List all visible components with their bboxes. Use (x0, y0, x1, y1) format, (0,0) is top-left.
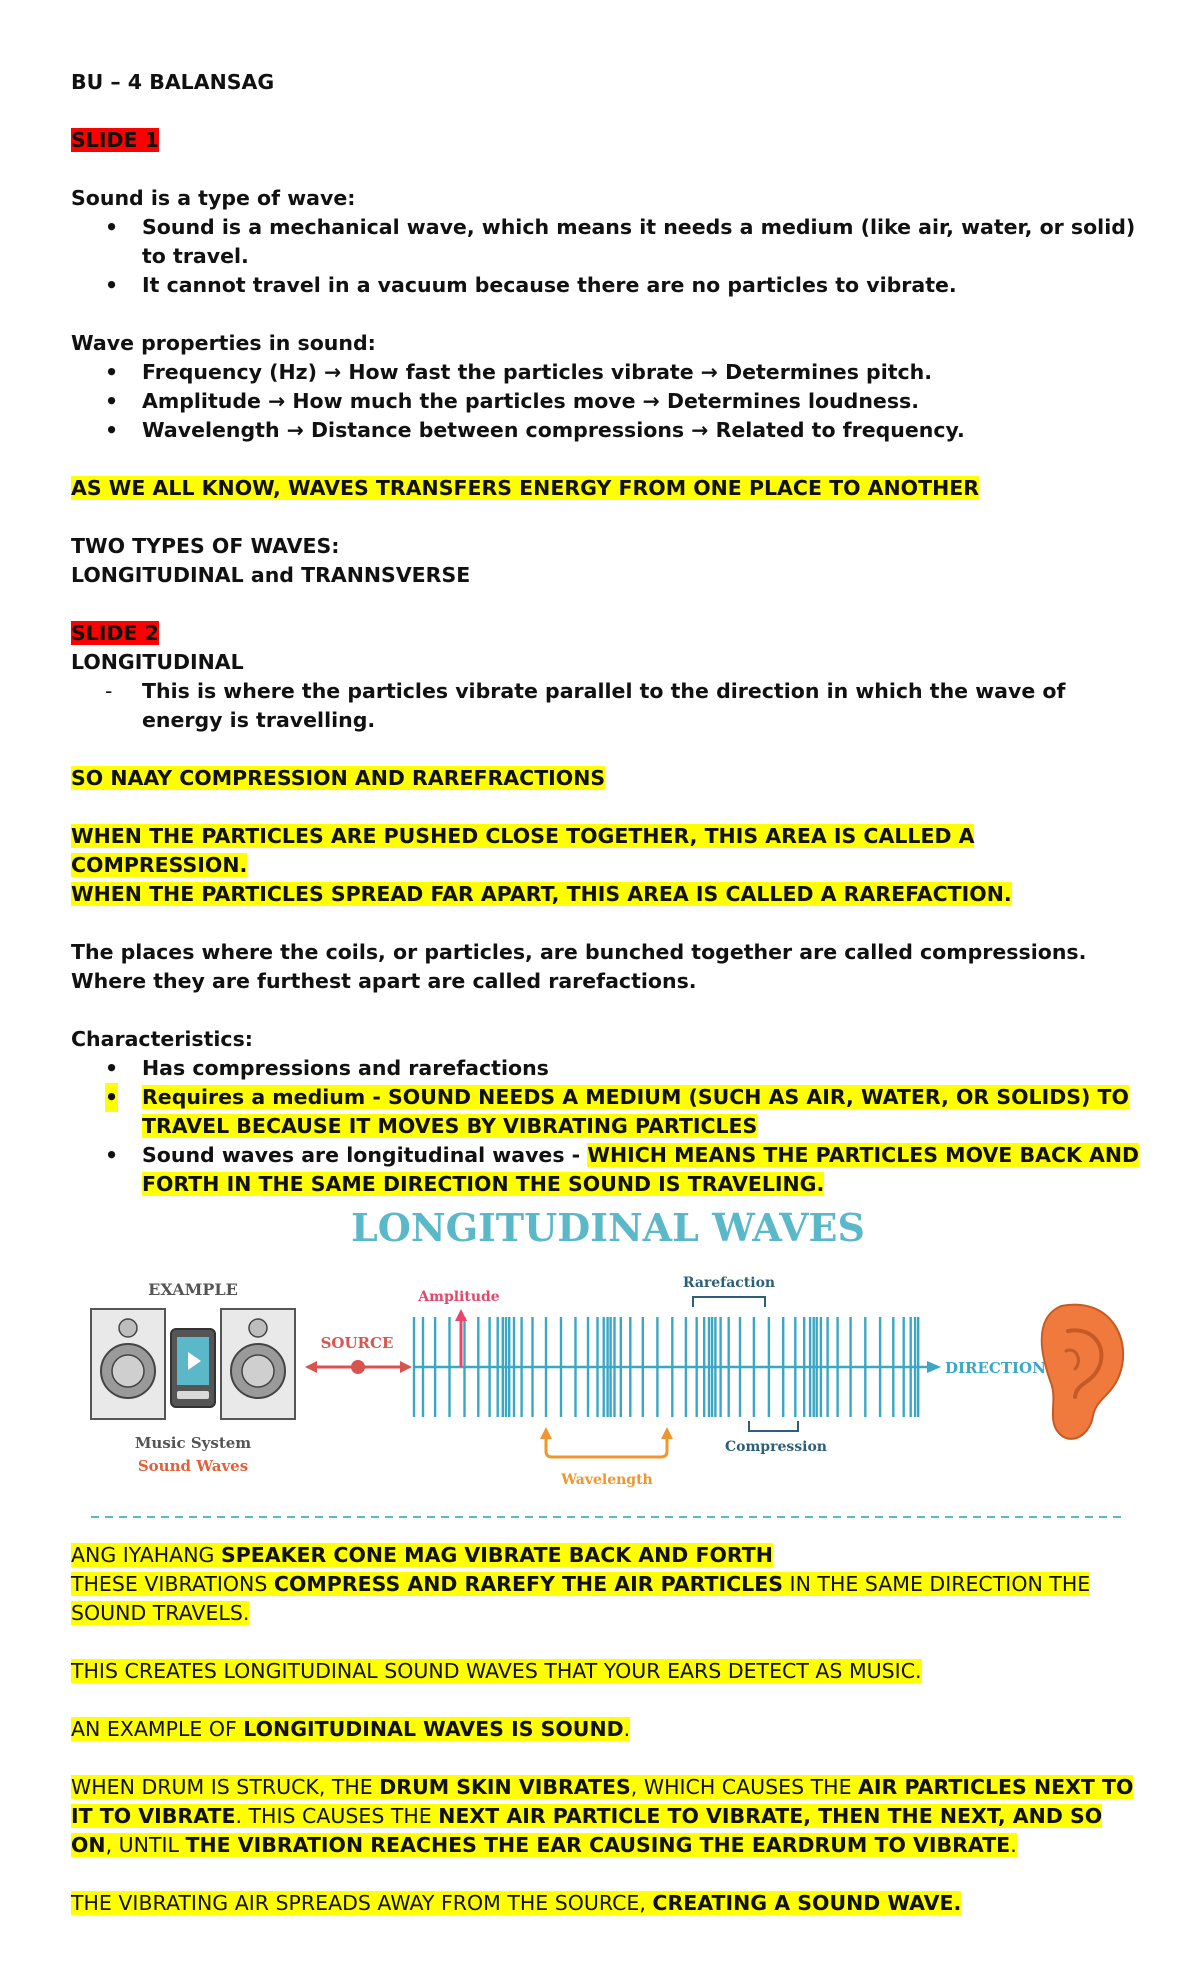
source-right-arrowhead (400, 1361, 412, 1373)
list-item: • Sound waves are longitudinal waves - WHICH MEANS THE PARTICLES MOVE BACK AND FORTH IN THE SAME DIRECTION THE SOUND IS TRAVELING. (105, 1143, 1140, 1196)
list-item: • It cannot travel in a vacuum because there are no particles to vibrate. (105, 273, 957, 297)
wavelength-right-arrowhead (661, 1427, 673, 1439)
compression-bracket (749, 1421, 798, 1431)
sound-waves-label: Sound Waves (137, 1457, 249, 1475)
list-item: • Requires a medium - SOUND NEEDS A MEDIUM (SUCH AS AIR, WATER, OR SOLIDS) TO TRAVEL BECAUSE IT MOVES BY VIBRATING PARTICLES (105, 1085, 1129, 1138)
amplitude-label: Amplitude (418, 1289, 500, 1305)
wavelength-bracket (546, 1437, 667, 1457)
slide-1-label: SLIDE 1 (71, 128, 159, 152)
figure-title: LONGITUDINAL WAVES (351, 1205, 865, 1250)
direction-arrowhead (927, 1361, 941, 1373)
document-body (71, 68, 1141, 1918)
music-system-label: Music System (134, 1434, 252, 1452)
source-dot (351, 1360, 365, 1374)
wavelength-left-arrowhead (540, 1427, 552, 1439)
document-title: BU – 4 BALANSAG (71, 70, 275, 94)
example-sound-line: AN EXAMPLE OF LONGITUDINAL WAVES IS SOUND. (71, 1717, 631, 1741)
rarefaction-definition: WHEN THE PARTICLES SPREAD FAR APART, THIS AREA IS CALLED A RAREFACTION. (71, 882, 1012, 906)
ear-icon (1042, 1305, 1123, 1439)
list-item: - This is where the particles vibrate parallel to the direction in which the wave of energy is travelling. (105, 679, 1066, 732)
list-item: • Amplitude → How much the particles move → Determines loudness. (105, 389, 920, 413)
music-detection-line: THIS CREATES LONGITUDINAL SOUND WAVES THAT YOUR EARS DETECT AS MUSIC. (71, 1659, 922, 1683)
list-item: • Has compressions and rarefactions (105, 1056, 549, 1080)
wavelength-label: Wavelength (561, 1472, 653, 1488)
list-item: • Frequency (Hz) → How fast the particles vibrate → Determines pitch. (105, 360, 933, 384)
rarefaction-label: Rarefaction (682, 1275, 776, 1291)
longitudinal-waves-diagram (71, 1201, 1141, 1531)
compression-label: Compression (725, 1439, 827, 1455)
characteristics-list (71, 1054, 1141, 1199)
compression-rarefaction-note: SO NAAY COMPRESSION AND RAREFRACTIONS (71, 766, 606, 790)
compression-definition: WHEN THE PARTICLES ARE PUSHED CLOSE TOGETHER, THIS AREA IS CALLED A COMPRESSION. (71, 824, 975, 877)
wave-types-heading: TWO TYPES OF WAVES: (71, 534, 340, 558)
energy-statement: AS WE ALL KNOW, WAVES TRANSFERS ENERGY FROM ONE PLACE TO ANOTHER (71, 476, 980, 500)
sound-wave-list (71, 213, 1141, 300)
sound-wave-conclusion: THE VIBRATING AIR SPREADS AWAY FROM THE SOURCE, CREATING A SOUND WAVE. (71, 1891, 962, 1915)
wave-types-line: LONGITUDINAL and TRANNSVERSE (71, 563, 471, 587)
wave-properties-list (71, 358, 1141, 445)
example-label: EXAMPLE (148, 1280, 238, 1299)
list-item: • Sound is a mechanical wave, which means it needs a medium (like air, water, or solid) to travel. (105, 215, 1136, 268)
rarefaction-bracket (693, 1297, 765, 1307)
speaker-cone-line: ANG IYAHANG SPEAKER CONE MAG VIBRATE BACK AND FORTH (71, 1543, 773, 1567)
longitudinal-heading: LONGITUDINAL (71, 650, 244, 674)
characteristics-heading: Characteristics: (71, 1027, 253, 1051)
music-system-icon (91, 1309, 295, 1419)
wave-properties-heading: Wave properties in sound: (71, 331, 376, 355)
list-item: • Wavelength → Distance between compressions → Related to frequency. (105, 418, 965, 442)
slide-2-label: SLIDE 2 (71, 621, 159, 645)
direction-label: DIRECTION (945, 1359, 1046, 1377)
drum-paragraph: WHEN DRUM IS STRUCK, THE DRUM SKIN VIBRATES, WHICH CAUSES THE AIR PARTICLES NEXT TO IT TO VIBRATE. THIS CAUSES THE NEXT AIR PARTICLE TO VIBRATE, THEN THE NEXT, AND SO ON, UNTIL THE VIBRATION REACHES THE EAR CAUSING THE EARDRUM TO VIBRATE. (71, 1775, 1134, 1857)
amplitude-arrowhead (455, 1309, 467, 1321)
source-left-arrowhead (305, 1361, 317, 1373)
longitudinal-definition-list (71, 677, 1141, 735)
coils-paragraph: The places where the coils, or particles, are bunched together are called compressions. Where they are furthest apart are called rarefactions. (71, 940, 1087, 993)
longitudinal-waves-figure (71, 1201, 1141, 1531)
vibrations-paragraph: THESE VIBRATIONS COMPRESS AND RAREFY THE AIR PARTICLES IN THE SAME DIRECTION THE SOUND TRAVELS. (71, 1572, 1091, 1625)
source-label: SOURCE (320, 1334, 394, 1352)
sound-wave-heading: Sound is a type of wave: (71, 186, 356, 210)
